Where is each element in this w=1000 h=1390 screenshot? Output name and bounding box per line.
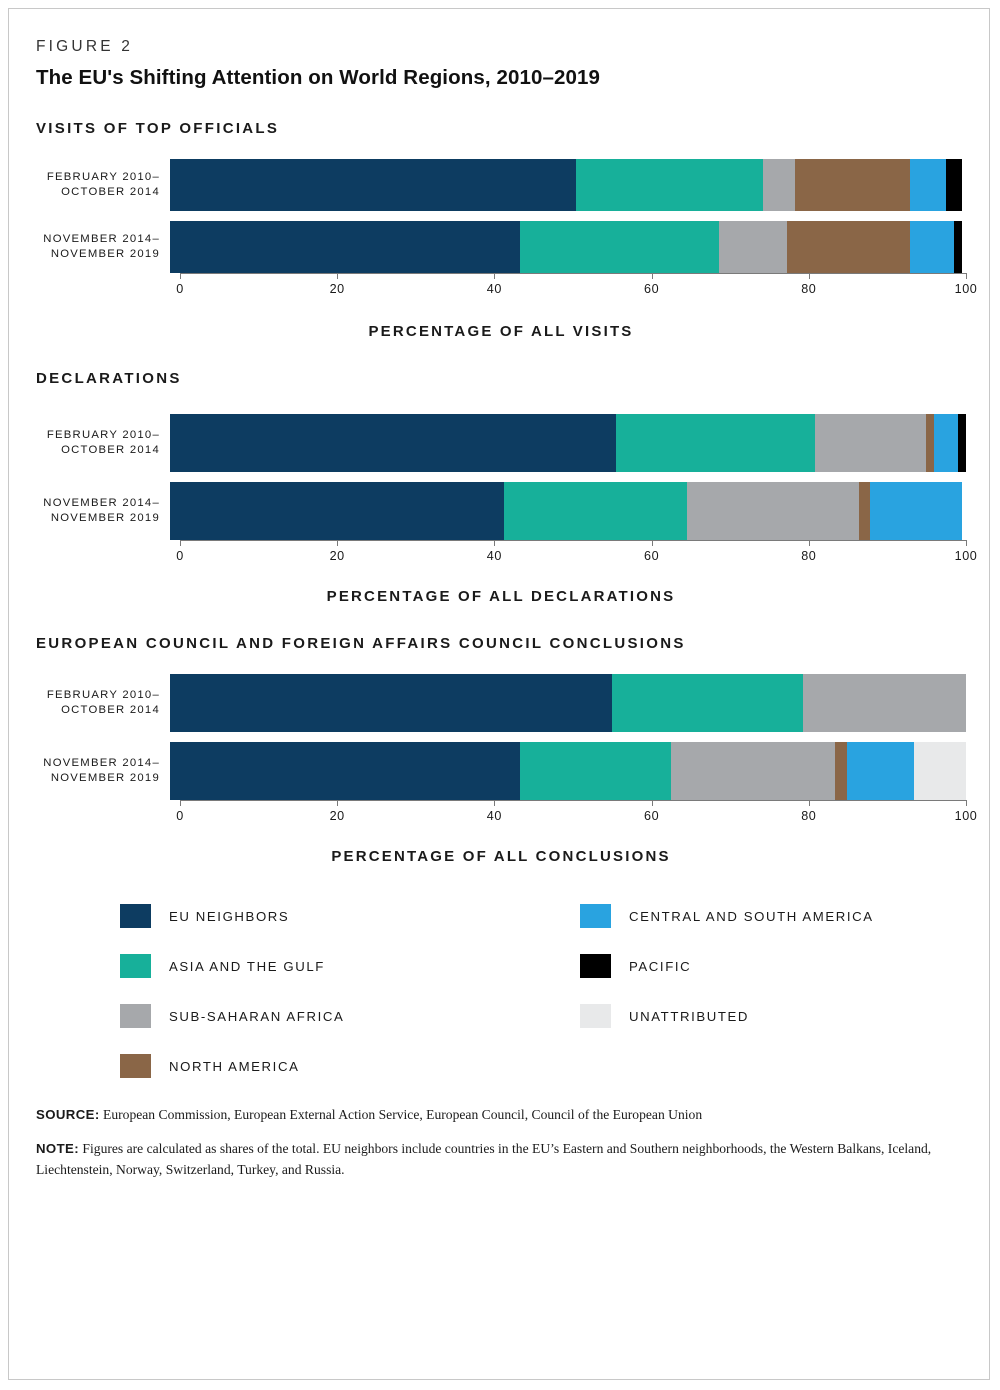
axis-tick <box>966 273 967 279</box>
axis-title-visits: PERCENTAGE OF ALL VISITS <box>368 323 634 340</box>
note-label: NOTE: <box>36 1141 80 1157</box>
segment-asia-gulf <box>520 742 671 800</box>
table-row <box>36 221 966 273</box>
segment-eu-neighbors <box>170 159 576 211</box>
legend-item-eu-neighbors[interactable] <box>120 891 580 941</box>
segment-central-south-america <box>847 742 915 800</box>
legend-item-central-south-america[interactable] <box>580 891 960 941</box>
panel-title-visits: VISITS OF TOP OFFICIALS <box>36 120 280 137</box>
segment-eu-neighbors <box>170 414 616 472</box>
legend-swatch-icon <box>580 954 611 978</box>
axis-tick-label: 0 <box>176 809 184 823</box>
row-label-line2: OCTOBER 2014 <box>61 704 160 716</box>
axis-tick <box>809 800 810 806</box>
axis-tick-label: 0 <box>176 549 184 563</box>
legend-swatch-icon <box>120 1054 151 1078</box>
table-row <box>36 674 966 732</box>
legend-swatch-icon <box>120 954 151 978</box>
table-row <box>36 482 966 540</box>
axis-tick <box>494 540 495 546</box>
axis-line <box>180 800 966 801</box>
axis-tick-label: 80 <box>801 282 817 296</box>
bar-wrap <box>170 159 966 211</box>
row-label <box>36 428 170 458</box>
bar-wrap <box>170 742 966 800</box>
note-line <box>36 1139 966 1180</box>
legend-label: NORTH AMERICA <box>169 1058 300 1074</box>
row-label-line1: FEBRUARY 2010– <box>46 428 160 441</box>
stacked-bar[interactable] <box>170 221 966 273</box>
x-axis-conclusions <box>176 800 978 826</box>
axis-line <box>180 540 966 541</box>
bar-rows-declarations <box>36 414 966 540</box>
segment-eu-neighbors <box>170 221 520 273</box>
panel-conclusions <box>36 635 978 865</box>
axis-tick <box>966 540 967 546</box>
segment-sub-saharan-africa <box>719 221 787 273</box>
axis-tick <box>180 540 181 546</box>
axis-tick-label: 40 <box>486 549 502 563</box>
panel-title-conclusions: EUROPEAN COUNCIL AND FOREIGN AFFAIRS COUNCIL CONCLUSIONS <box>36 635 686 652</box>
axis-tick <box>652 273 653 279</box>
axis-tick-label: 100 <box>954 282 978 296</box>
panel-visits <box>36 120 978 340</box>
legend-label: ASIA AND THE GULF <box>169 958 325 974</box>
page-title: The EU's Shifting Attention on World Regions, 2010–2019 <box>36 66 600 89</box>
legend-swatch-icon <box>580 904 611 928</box>
legend-label: SUB-SAHARAN AFRICA <box>169 1008 345 1024</box>
chart-visits <box>36 159 978 340</box>
stacked-bar[interactable] <box>170 414 966 472</box>
axis-tick <box>809 273 810 279</box>
row-label-line1: NOVEMBER 2014– <box>43 496 160 509</box>
axis-tick <box>337 273 338 279</box>
row-label-line1: FEBRUARY 2010– <box>46 170 160 183</box>
legend-item-unattributed[interactable] <box>580 991 960 1041</box>
figure-label: FIGURE 2 <box>36 38 134 55</box>
axis-tick-label: 80 <box>801 549 817 563</box>
legend-column-left <box>120 891 580 1091</box>
row-label-line1: NOVEMBER 2014– <box>43 756 160 769</box>
segment-unattributed <box>914 742 966 800</box>
row-label-line2: OCTOBER 2014 <box>61 186 160 198</box>
legend-swatch-icon <box>120 904 151 928</box>
segment-asia-gulf <box>504 482 687 540</box>
axis-tick-label: 20 <box>329 549 345 563</box>
bar-wrap <box>170 674 966 732</box>
segment-eu-neighbors <box>170 482 504 540</box>
segment-asia-gulf <box>520 221 719 273</box>
row-label-line2: NOVEMBER 2019 <box>50 512 160 524</box>
bar-wrap <box>170 482 966 540</box>
axis-tick <box>337 540 338 546</box>
axis-tick <box>337 800 338 806</box>
legend-label: CENTRAL AND SOUTH AMERICA <box>629 908 874 924</box>
legend-swatch-icon <box>120 1004 151 1028</box>
row-label-line1: FEBRUARY 2010– <box>46 688 160 701</box>
panel-declarations <box>36 370 978 605</box>
segment-pacific <box>954 221 962 273</box>
legend-item-north-america[interactable] <box>120 1041 580 1091</box>
segment-pacific <box>946 159 962 211</box>
row-label-line2: NOVEMBER 2019 <box>50 248 160 260</box>
axis-line <box>180 273 966 274</box>
segment-asia-gulf <box>616 414 815 472</box>
bar-rows-visits <box>36 159 966 273</box>
segment-north-america <box>926 414 934 472</box>
row-gap <box>36 732 966 742</box>
row-label-line2: NOVEMBER 2019 <box>50 772 160 784</box>
axis-tick-label: 60 <box>643 549 660 563</box>
segment-pacific <box>958 414 966 472</box>
row-label <box>36 496 170 526</box>
row-label <box>36 170 170 200</box>
stacked-bar[interactable] <box>170 674 966 732</box>
axis-tick <box>180 800 181 806</box>
axis-tick-label: 40 <box>486 809 502 823</box>
chart-conclusions <box>36 674 978 865</box>
axis-tick-label: 20 <box>329 809 345 823</box>
source-line <box>36 1105 966 1125</box>
figure-content <box>36 0 978 1194</box>
legend-label: EU NEIGHBORS <box>169 908 290 924</box>
chart-declarations <box>36 414 978 605</box>
row-label <box>36 232 170 262</box>
segment-asia-gulf <box>612 674 803 732</box>
axis-tick-label: 100 <box>954 809 978 823</box>
row-label-line1: NOVEMBER 2014– <box>43 232 160 245</box>
row-gap <box>36 211 966 221</box>
segment-central-south-america <box>910 221 954 273</box>
legend-item-sub-saharan-africa[interactable] <box>120 991 580 1041</box>
segment-eu-neighbors <box>170 742 520 800</box>
table-row <box>36 742 966 800</box>
axis-tick <box>180 273 181 279</box>
bar-rows-conclusions <box>36 674 966 800</box>
segment-central-south-america <box>910 159 946 211</box>
axis-tick <box>494 800 495 806</box>
segment-eu-neighbors <box>170 674 612 732</box>
source-label: SOURCE: <box>36 1107 100 1122</box>
legend-label: UNATTRIBUTED <box>629 1008 750 1024</box>
stacked-bar[interactable] <box>170 742 966 800</box>
row-gap <box>36 472 966 482</box>
axis-tick-label: 100 <box>954 549 978 563</box>
segment-central-south-america <box>934 414 958 472</box>
axis-tick-label: 60 <box>643 282 660 296</box>
legend-item-pacific[interactable] <box>580 941 960 991</box>
axis-tick-label: 0 <box>176 282 184 296</box>
legend <box>36 891 966 1091</box>
legend-label: PACIFIC <box>629 958 692 974</box>
segment-north-america <box>835 742 847 800</box>
axis-tick <box>809 540 810 546</box>
source-text: European Commission, European External Action Service, European Council, Council of the European Union <box>99 1107 703 1122</box>
segment-central-south-america <box>870 482 962 540</box>
segment-sub-saharan-africa <box>687 482 858 540</box>
row-label <box>36 688 170 718</box>
legend-item-asia-gulf[interactable] <box>120 941 580 991</box>
segment-sub-saharan-africa <box>763 159 795 211</box>
footer-notes <box>36 1105 966 1180</box>
panel-title-declarations: DECLARATIONS <box>36 370 182 387</box>
bar-wrap <box>170 414 966 472</box>
axis-title-conclusions: PERCENTAGE OF ALL CONCLUSIONS <box>331 848 671 865</box>
row-label-line2: OCTOBER 2014 <box>61 444 160 456</box>
axis-tick <box>652 540 653 546</box>
x-axis-declarations <box>176 540 978 566</box>
segment-sub-saharan-africa <box>671 742 834 800</box>
segment-asia-gulf <box>576 159 763 211</box>
legend-column-right <box>580 891 960 1091</box>
x-axis-visits <box>176 273 978 299</box>
segment-north-america <box>787 221 910 273</box>
row-label <box>36 756 170 786</box>
table-row <box>36 159 966 211</box>
segment-north-america <box>859 482 871 540</box>
stacked-bar[interactable] <box>170 159 966 211</box>
legend-swatch-icon <box>580 1004 611 1028</box>
axis-tick <box>966 800 967 806</box>
axis-tick <box>494 273 495 279</box>
axis-tick <box>652 800 653 806</box>
table-row <box>36 414 966 472</box>
axis-title-declarations: PERCENTAGE OF ALL DECLARATIONS <box>326 588 676 605</box>
segment-north-america <box>795 159 910 211</box>
axis-tick-label: 40 <box>486 282 502 296</box>
segment-sub-saharan-africa <box>803 674 966 732</box>
segment-sub-saharan-africa <box>815 414 926 472</box>
stacked-bar[interactable] <box>170 482 966 540</box>
note-text: Figures are calculated as shares of the total. EU neighbors include countries in the EU’s Eastern and Southern neighborhoods, the Western Balkans, Iceland, Liechtenstein, Norway, Switzerland, Turkey, and Russia. <box>36 1141 932 1177</box>
bar-wrap <box>170 221 966 273</box>
axis-tick-label: 80 <box>801 809 817 823</box>
axis-tick-label: 60 <box>643 809 660 823</box>
axis-tick-label: 20 <box>329 282 345 296</box>
